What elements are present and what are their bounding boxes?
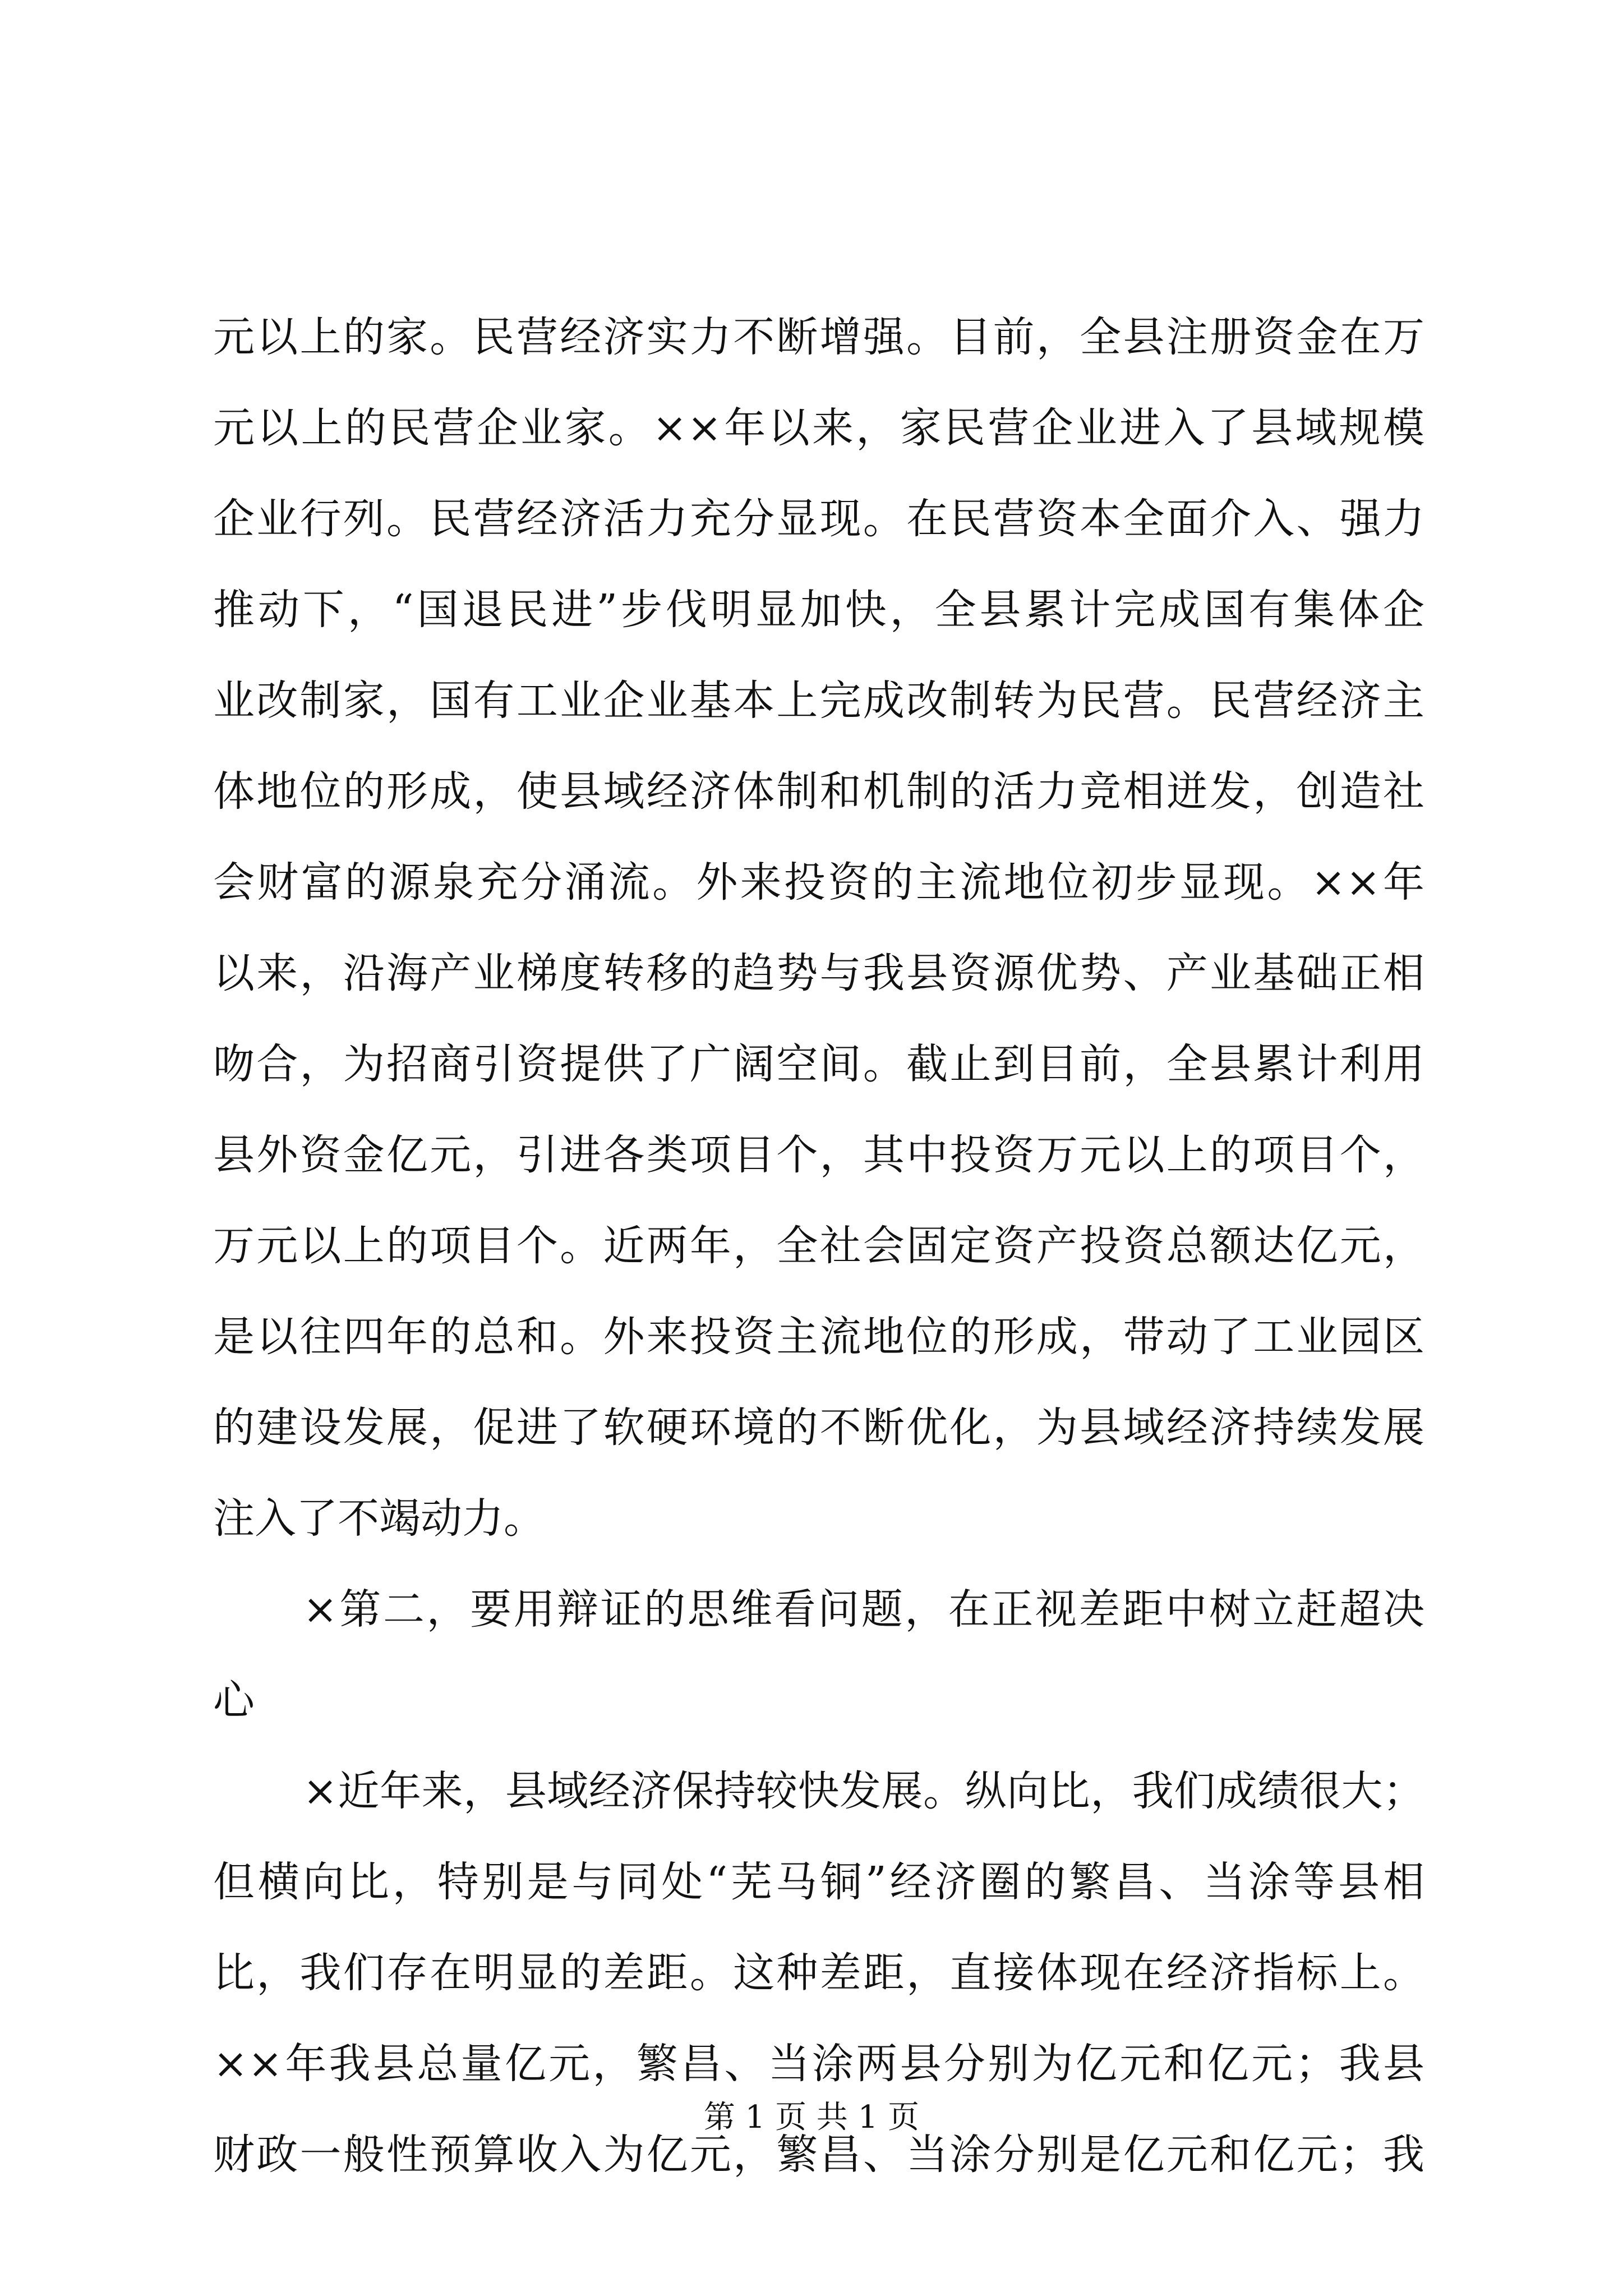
text-line: 但横向比，特别是与同处“芜马铜”经济圈的繁昌、当涂等县相 (213, 1858, 1424, 1906)
text-line: 比，我们存在明显的差距。这种差距，直接体现在经济指标上。 (213, 1949, 1424, 1997)
text-line: 县外资金亿元，引进各类项目个，其中投资万元以上的项目个， (213, 1131, 1424, 1179)
text-line: 心 (213, 1676, 255, 1724)
text-line: 会财富的源泉充分涌流。外来投资的主流地位初步显现。××年 (213, 858, 1424, 907)
text-line: 企业行列。民营经济活力充分显现。在民营资本全面介入、强力 (213, 495, 1424, 543)
text-line: 元以上的民营企业家。××年以来，家民营企业进入了县域规模 (213, 404, 1424, 452)
text-line: 是以往四年的总和。外来投资主流地位的形成，带动了工业园区 (213, 1313, 1424, 1361)
text-line: ××年我县总量亿元，繁昌、当涂两县分别为亿元和亿元；我县 (213, 2040, 1424, 2088)
text-line: 元以上的家。民营经济实力不断增强。目前，全县注册资金在万 (213, 313, 1424, 361)
page-number-label: 第 1 页 共 1 页 (703, 2099, 920, 2136)
text-line: 以来，沿海产业梯度转移的趋势与我县资源优势、产业基础正相 (213, 949, 1424, 997)
document-body (213, 292, 1424, 2200)
text-line: 推动下，“国退民进”步伐明显加快，全县累计完成国有集体企 (213, 586, 1424, 634)
text-line: 体地位的形成，使县域经济体制和机制的活力竞相迸发，创造社 (213, 767, 1424, 816)
paragraph (213, 292, 1424, 1564)
text-line: ×第二，要用辩证的思维看问题，在正视差距中树立赶超决 (303, 1585, 1424, 1634)
text-line: 万元以上的项目个。近两年，全社会固定资产投资总额达亿元， (213, 1222, 1424, 1270)
page-footer (0, 2095, 1623, 2140)
text-line: 注入了不竭动力。 (213, 1494, 545, 1543)
text-line: 财政一般性预算收入为亿元，繁昌、当涂分别是亿元和亿元；我 (213, 2131, 1424, 2179)
section-heading (213, 1564, 1424, 1746)
text-line: 的建设发展，促进了软硬环境的不断优化，为县域经济持续发展 (213, 1404, 1424, 1452)
text-line: 业改制家，国有工业企业基本上完成改制转为民营。民营经济主 (213, 677, 1424, 725)
text-line: ×近年来，县域经济保持较快发展。纵向比，我们成绩很大； (303, 1767, 1424, 1815)
text-line: 吻合，为招商引资提供了广阔空间。截止到目前，全县累计利用 (213, 1040, 1424, 1088)
